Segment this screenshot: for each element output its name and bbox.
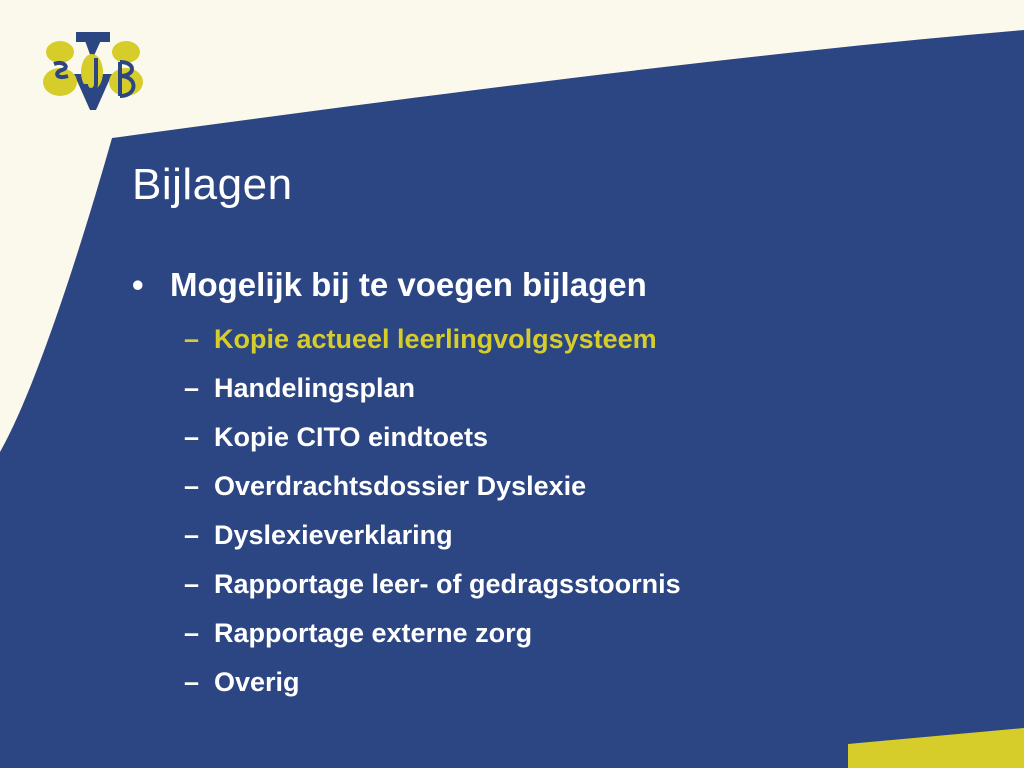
subitem-dash: – (184, 618, 200, 648)
main-bullet (132, 266, 647, 304)
subitem-dash: – (184, 471, 200, 501)
subitem-dash: – (184, 569, 200, 599)
subitem (184, 515, 681, 564)
subitem-dash: – (184, 667, 200, 697)
subitem (184, 368, 681, 417)
subitem-text: Dyslexieverklaring (214, 520, 453, 550)
subitem (184, 564, 681, 613)
subitem-text: Overig (214, 667, 300, 697)
subitem-dash: – (184, 422, 200, 452)
subitem (184, 319, 681, 368)
subitem (184, 613, 681, 662)
main-bullet-text: Mogelijk bij te voegen bijlagen (170, 266, 647, 303)
subitem-text: Rapportage leer- of gedragsstoornis (214, 569, 681, 599)
butterfly-logo-icon (40, 24, 146, 114)
subitem-text: Overdrachtsdossier Dyslexie (214, 471, 587, 501)
subitem (184, 417, 681, 466)
subitem-text: Kopie CITO eindtoets (214, 422, 489, 452)
subitem-dash: – (184, 324, 200, 354)
subitem-text: Rapportage externe zorg (214, 618, 533, 648)
subitem (184, 662, 681, 711)
subitem-text: Kopie actueel leerlingvolgsysteem (214, 324, 657, 354)
subitem-text: Handelingsplan (214, 373, 416, 403)
subitem (184, 466, 681, 515)
subitem-dash: – (184, 520, 200, 550)
subitem-dash: – (184, 373, 200, 403)
slide-title: Bijlagen (132, 160, 293, 209)
bullet-dot: • (132, 266, 144, 303)
subitem-list (184, 319, 681, 711)
